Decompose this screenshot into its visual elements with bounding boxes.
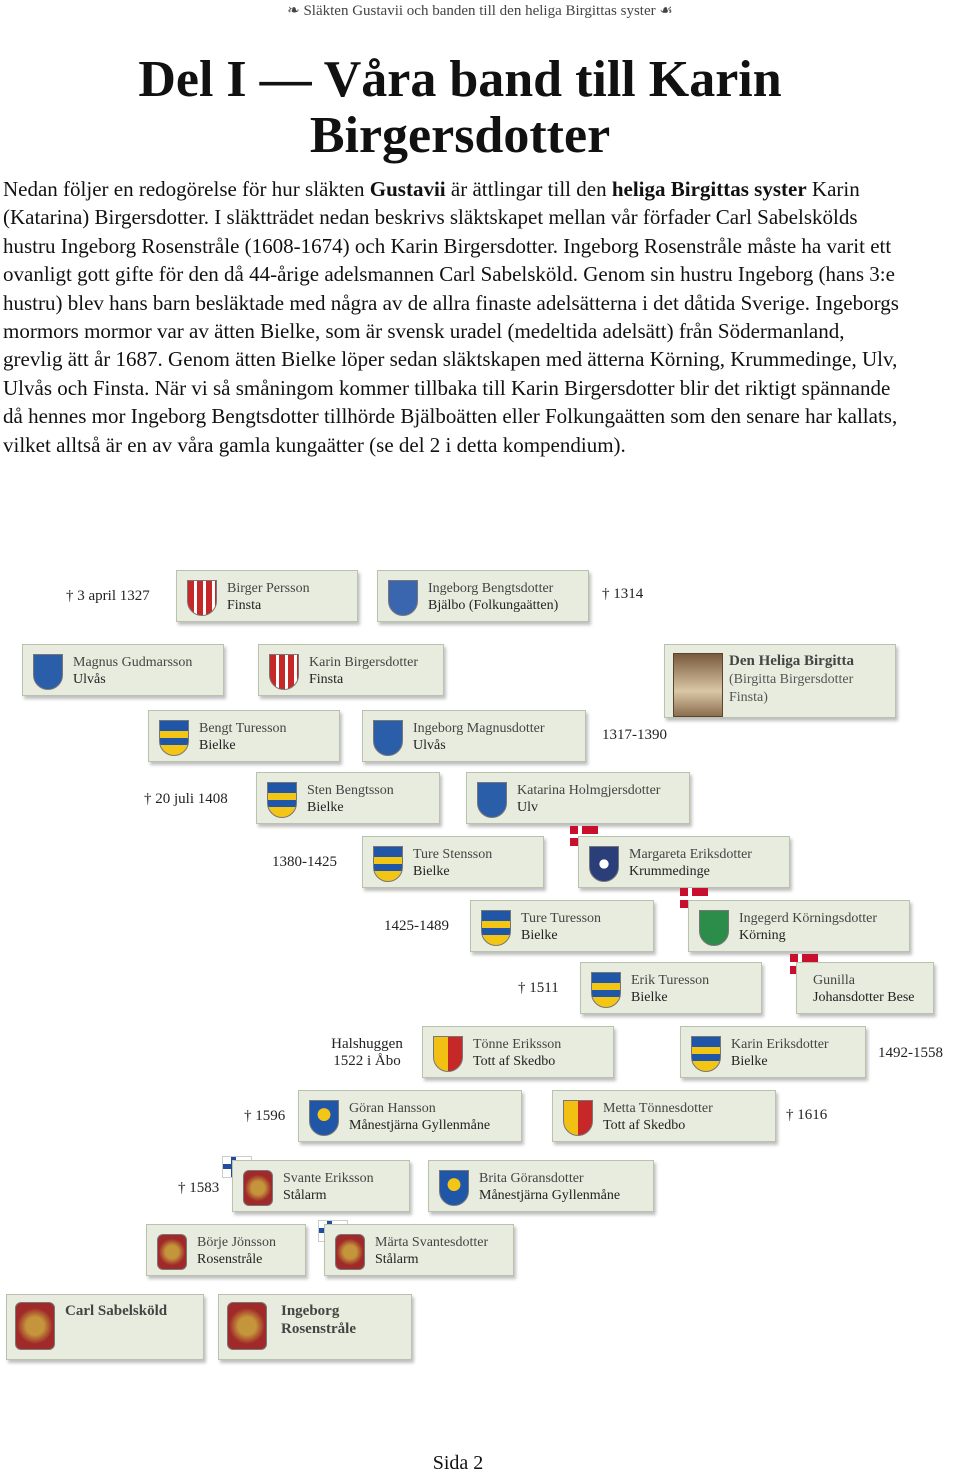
person-heliga-birgitta: Den Heliga Birgitta (Birgitta Birgersdotter Finsta) (664, 644, 896, 718)
header-text: Släkten Gustavii och banden till den heliga Birgittas syster (303, 3, 656, 19)
person-katarina-holmgjersdotter: Katarina Holmgjersdotter Ulv (466, 772, 690, 824)
annotation-lifespan: 1425-1489 (384, 918, 449, 934)
coat-of-arms-icon (187, 580, 217, 616)
person-magnus-gudmarsson: Magnus Gudmarsson Ulvås (22, 644, 224, 696)
annotation-death: † 1583 (178, 1180, 220, 1196)
coat-of-arms-icon (563, 1100, 593, 1136)
person-margareta-eriksdotter: Margareta Eriksdotter Krummedinge (578, 836, 790, 888)
running-header (0, 0, 960, 22)
annotation-death: † 20 juli 1408 (144, 791, 228, 807)
person-borje-jonsson: Börje Jönsson Rosenstråle (146, 1224, 306, 1276)
coat-of-arms-icon (33, 654, 63, 690)
person-goran-hansson: Göran Hansson Månestjärna Gyllenmåne (298, 1090, 522, 1142)
annotation-death: † 1511 (518, 980, 559, 996)
person-tonne-eriksson: Tönne Eriksson Tott af Skedbo (422, 1026, 614, 1078)
coat-of-arms-icon (439, 1170, 469, 1206)
coat-of-arms-icon (591, 972, 621, 1008)
person-karin-eriksdotter: Karin Eriksdotter Bielke (680, 1026, 866, 1078)
person-erik-turesson: Erik Turesson Bielke (580, 962, 762, 1014)
annotation-death: † 1314 (602, 586, 644, 602)
annotation-lifespan: 1317-1390 (602, 727, 667, 743)
coat-of-arms-icon (589, 846, 619, 882)
annotation-lifespan: 1492-1558 (878, 1045, 943, 1061)
coat-of-arms-icon (157, 1234, 187, 1270)
coat-of-arms-icon (699, 910, 729, 946)
coat-of-arms-icon (269, 654, 299, 690)
coat-of-arms-icon (335, 1234, 365, 1270)
coat-of-arms-icon (373, 720, 403, 756)
coat-of-arms-icon (243, 1170, 273, 1206)
page-number: Sida 2 (432, 1452, 484, 1474)
person-svante-eriksson: Svante Eriksson Stålarm (232, 1160, 410, 1212)
portrait-image (673, 653, 723, 717)
coat-of-arms-icon (481, 910, 511, 946)
person-birger-persson: Birger Persson Finsta (176, 570, 358, 622)
annotation-lifespan: 1380-1425 (272, 854, 337, 870)
leaf-ornament-left-icon: ❧ (287, 3, 304, 19)
person-ture-stensson: Ture Stensson Bielke (362, 836, 544, 888)
page-title: Del I — Våra band till Karin Birgersdotter (138, 51, 782, 164)
coat-of-arms-icon (309, 1100, 339, 1136)
person-ingegerd-korningsdotter: Ingegerd Körningsdotter Körning (688, 900, 910, 952)
annotation-executed: Halshuggen 1522 i Åbo (331, 1036, 403, 1069)
annotation-death: † 1596 (244, 1108, 286, 1124)
coat-of-arms-icon (388, 580, 418, 616)
person-bengt-turesson: Bengt Turesson Bielke (148, 710, 340, 762)
coat-of-arms-icon (691, 1036, 721, 1072)
person-marta-svantesdotter: Märta Svantesdotter Stålarm (324, 1224, 514, 1276)
person-karin-birgersdotter: Karin Birgersdotter Finsta (258, 644, 444, 696)
coat-of-arms-icon (433, 1036, 463, 1072)
family-tree (0, 560, 960, 1380)
person-ingeborg-rosenstrale: Ingeborg Rosenstråle (218, 1294, 412, 1360)
person-sten-bengtsson: Sten Bengtsson Bielke (256, 772, 440, 824)
person-ture-turesson: Ture Turesson Bielke (470, 900, 654, 952)
person-carl-sabelskold: Carl Sabelsköld (6, 1294, 204, 1360)
annotation-death: † 1616 (786, 1107, 828, 1123)
intro-paragraph: Nedan följer en redogörelse för hur släkten Gustavii är ättlingar till den heliga Birgittas syster Karin (Katarina) Birgersdotter. I släktträdet nedan beskrivs släktskapet mellan vår förfader Carl Sabelskölds hustru Ingeborg Rosenstråle (1608-1674) och Karin Birgersdotter. Ingeborg Rosenstråle måste ha varit ett ovanligt gott gifte för den då 44-årige adelsmannen Carl Sabelsköld. Genom sin hustru Ingeborg (hans 3:e hustru) blev hans barn besläktade med några av de allra finaste adelsätterna i det dåtida Sverige. Ingeborgs mormors mormor var av ätten Bielke, som är svensk uradel (medeltida adelsätt) från Södermanland, grevlig ätt år 1687. Genom ätten Bielke löper sedan släktskapen med ätterna Körning, Krummedinge, Ulv, Ulvås och Finsta. När vi så småningom kommer tillbaka till Karin Birgersdotter blir det riktigt spännande då hennes mor Ingeborg Bengtsdotter tillhörde Bjälboätten eller Folkungaätten som den senare har kallats, vilket alltså är en av våra gamla kungaätter (se del 2 i detta kompendium). (3, 177, 899, 457)
coat-of-arms-icon (267, 782, 297, 818)
annotation-death: † 3 april 1327 (66, 588, 150, 604)
leaf-ornament-right-icon: ☙ (655, 3, 673, 19)
coat-of-arms-icon (159, 720, 189, 756)
coat-of-arms-icon (477, 782, 507, 818)
coat-of-arms-icon (373, 846, 403, 882)
person-ingeborg-bengtsdotter: Ingeborg Bengtsdotter Bjälbo (Folkungaätten) (377, 570, 589, 622)
person-gunilla-johansdotter: Gunilla Johansdotter Bese (796, 962, 934, 1014)
person-metta-tonnesdotter: Metta Tönnesdotter Tott af Skedbo (552, 1090, 776, 1142)
coat-of-arms-icon (15, 1302, 55, 1350)
coat-of-arms-icon (227, 1302, 267, 1350)
person-ingeborg-magnusdotter: Ingeborg Magnusdotter Ulvås (362, 710, 586, 762)
person-brita-goransdotter: Brita Göransdotter Månestjärna Gyllenmåne (428, 1160, 654, 1212)
